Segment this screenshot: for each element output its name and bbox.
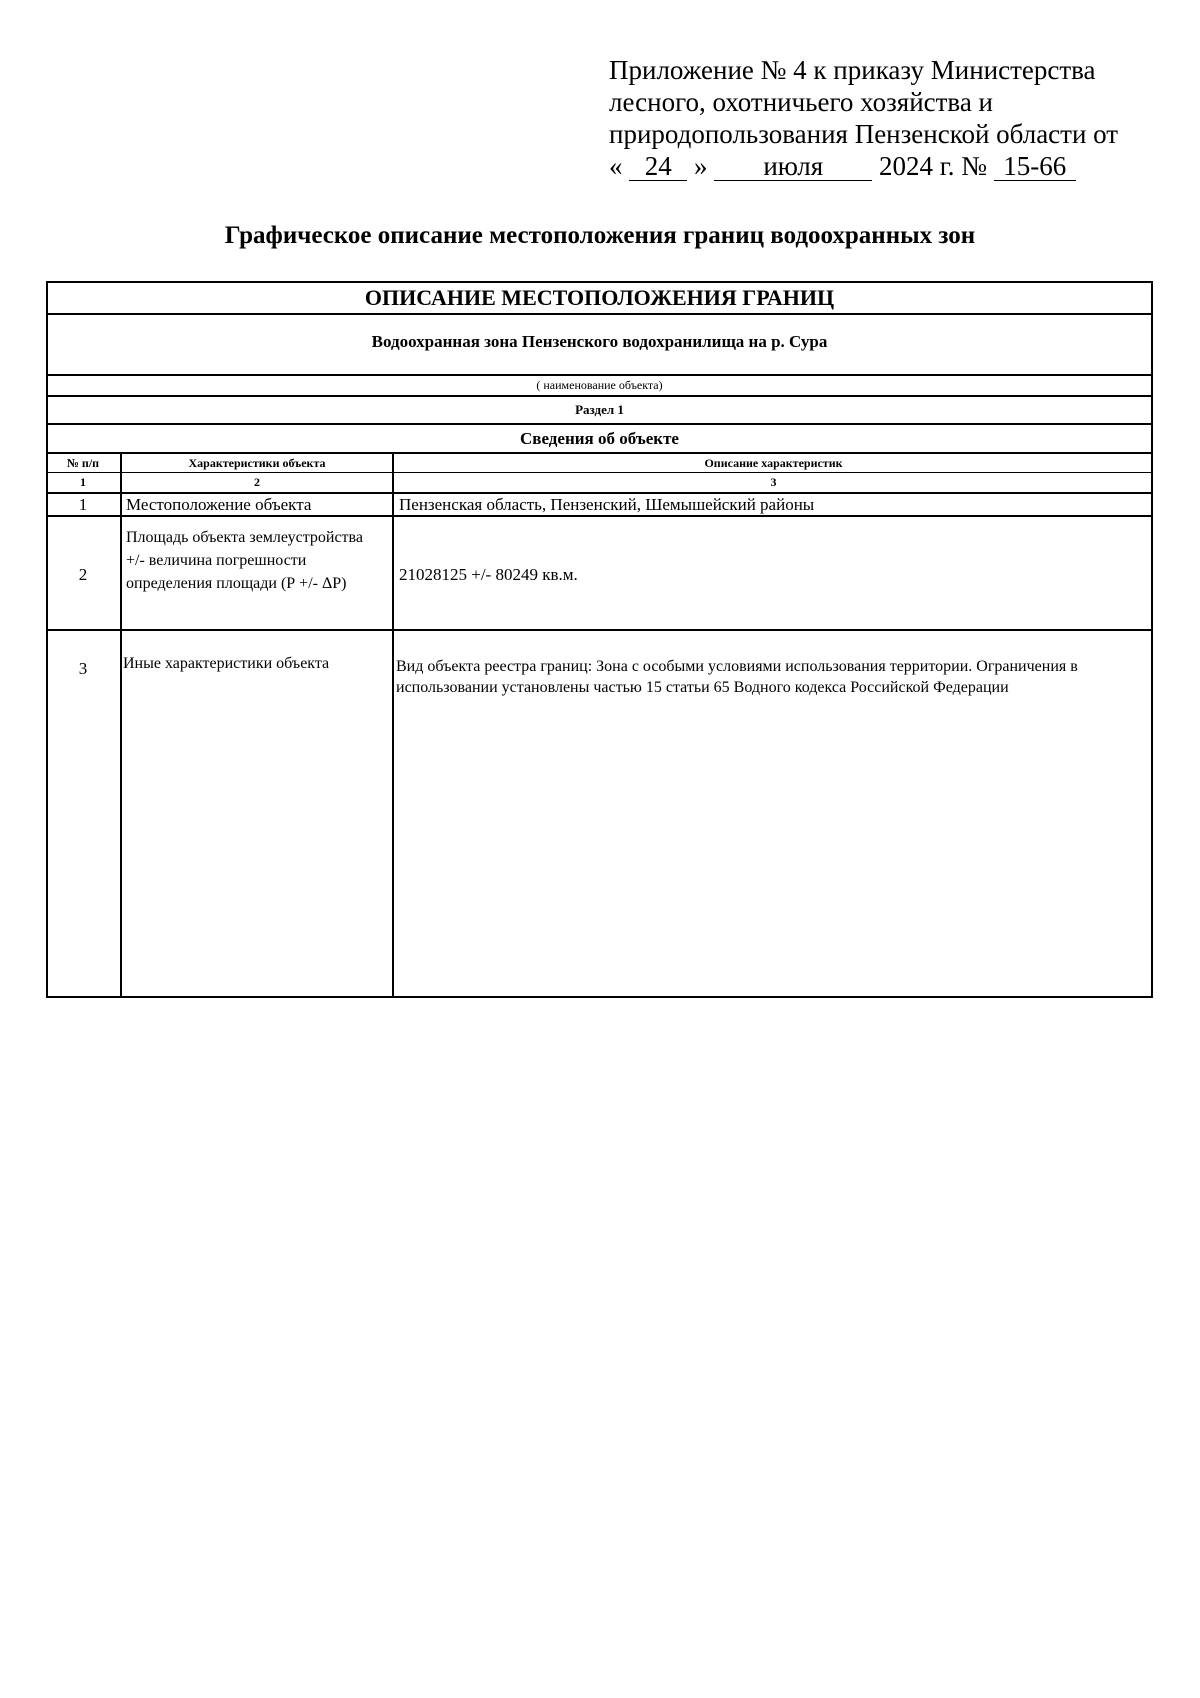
order-year: 2024 г. № — [879, 151, 988, 181]
table-divider — [46, 423, 1153, 425]
row-3-characteristic: Иные характеристики объекта — [123, 655, 330, 672]
row-1-number: 1 — [78, 495, 88, 514]
row-2-number: 2 — [78, 565, 88, 584]
appendix-line-3: природопользования Пензенской области от — [609, 119, 1119, 149]
column-number-3: 3 — [770, 475, 777, 489]
row-1-description: Пензенская область, Пензенский, Шемышейский районы — [399, 495, 815, 514]
column-number-2: 2 — [254, 475, 260, 489]
row-2-characteristic: Площадь объекта землеустройства +/- величина погрешности определения площади (Р +/- ΔР) — [126, 529, 363, 592]
row-2-description: 21028125 +/- 80249 кв.м. — [399, 565, 578, 584]
column-header-number: № п/п — [66, 456, 100, 470]
object-name-caption: ( наименование объекта) — [536, 378, 663, 392]
document-title: Графическое описание местоположения границ водоохранных зон — [224, 222, 976, 249]
column-header-characteristic: Характеристики объекта — [188, 456, 326, 470]
object-name: Водоохранная зона Пензенского водохранилища на р. Сура — [371, 332, 828, 351]
row-3-number: 3 — [78, 659, 88, 678]
order-day: 24 — [629, 153, 687, 181]
section-title: Сведения об объекте — [520, 429, 679, 448]
column-divider — [392, 452, 394, 997]
table-divider — [46, 515, 1153, 517]
appendix-date-line — [609, 150, 1169, 182]
appendix-line-2: лесного, охотничьего хозяйства и — [609, 87, 993, 117]
table-divider — [46, 313, 1153, 315]
row-1-characteristic: Местоположение объекта — [126, 495, 312, 514]
column-header-description: Описание характеристик — [704, 456, 843, 470]
column-divider — [120, 452, 122, 997]
column-number-1: 1 — [80, 475, 86, 489]
appendix-header — [609, 54, 1169, 182]
appendix-line-1: Приложение № 4 к приказу Министерства — [609, 55, 1096, 85]
order-number: 15-66 — [994, 153, 1076, 181]
order-month: июля — [714, 153, 872, 181]
date-open-quote: « — [609, 151, 623, 181]
table-heading: ОПИСАНИЕ МЕСТОПОЛОЖЕНИЯ ГРАНИЦ — [364, 285, 835, 310]
date-close-quote: » — [694, 151, 708, 181]
row-3-description: Вид объекта реестра границ: Зона с особыми условиями использования территории. Ограничения в использовании установлены частью 15 статьи 65 Водного кодекса Российской Федерации — [396, 658, 1078, 696]
section-label: Раздел 1 — [575, 402, 624, 417]
table-divider — [46, 629, 1153, 631]
table-divider — [46, 395, 1153, 397]
